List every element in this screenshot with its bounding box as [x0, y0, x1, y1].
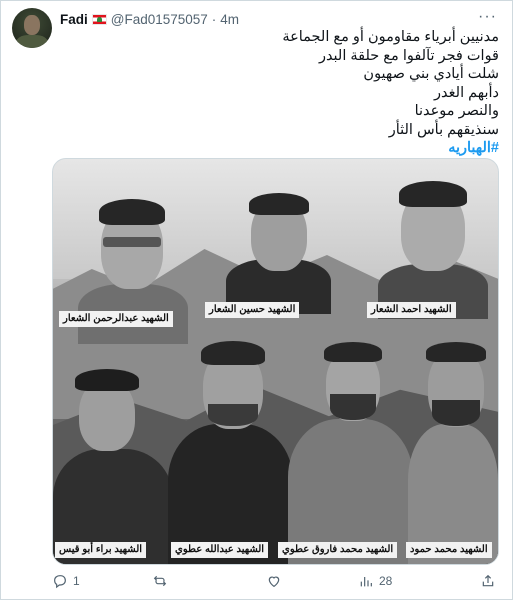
views-count: 28	[379, 574, 393, 588]
retweet-icon	[152, 573, 168, 589]
share-button[interactable]	[480, 570, 496, 592]
portrait-beard	[330, 394, 376, 420]
retweet-button[interactable]	[152, 570, 173, 592]
portrait-hair	[324, 342, 382, 362]
portrait-beard	[432, 400, 480, 426]
avatar-face-shape	[24, 15, 40, 35]
views-icon	[358, 573, 374, 589]
tweet-text	[59, 28, 499, 158]
caption-p7: الشهيد محمد حمود	[406, 542, 492, 558]
avatar-body-shape	[16, 35, 48, 48]
author-avatar[interactable]	[12, 8, 52, 48]
tweet-time[interactable]: 4m	[220, 11, 240, 27]
caption-p1: الشهيد عبدالرحمن الشعار	[59, 311, 173, 327]
portrait-hair	[201, 341, 265, 365]
portrait-hair	[426, 342, 486, 362]
separator: ·	[211, 11, 217, 27]
portrait-cap	[75, 369, 139, 391]
caption-p4: الشهيد براء أبو قيس	[55, 542, 146, 558]
more-options-icon[interactable]: ···	[478, 8, 497, 25]
tweet-line: سنذيقهم بأس الثأر	[388, 121, 499, 138]
tweet-line: شلت أيادي بني صهيون	[363, 66, 499, 82]
portrait-p5	[168, 329, 293, 564]
tweet-line: دأبهم الغدر	[434, 84, 499, 101]
portrait-p6	[288, 334, 413, 564]
caption-p3: الشهيد احمد الشعار	[367, 302, 456, 318]
portrait-p2	[221, 179, 336, 309]
share-icon	[480, 573, 496, 589]
reply-icon	[52, 573, 68, 589]
reply-button[interactable]	[52, 570, 80, 592]
hashtag-link[interactable]: #الهباريه	[448, 140, 499, 156]
tweet-header	[60, 10, 239, 28]
lebanon-flag-icon	[92, 14, 107, 25]
tweet-media-image[interactable]	[52, 158, 499, 565]
like-button[interactable]	[266, 570, 287, 592]
tweet-actions	[52, 570, 497, 592]
tweet-line: والنصر موعدنا	[414, 103, 499, 119]
portrait-p7	[408, 334, 498, 564]
portrait-glasses	[103, 237, 161, 247]
portrait-p4	[53, 359, 173, 564]
author-name[interactable]: Fadi	[60, 11, 88, 27]
caption-p6: الشهيد محمد فاروق عطوي	[278, 542, 397, 558]
portrait-p3	[373, 169, 493, 319]
portrait-hair	[399, 181, 467, 207]
portrait-hair	[99, 199, 165, 225]
tweet-line: مدنيين أبرياء مقاومون أو مع الجماعة	[282, 29, 499, 45]
views-button[interactable]	[358, 570, 392, 592]
reply-count: 1	[73, 574, 80, 588]
portrait-beard	[208, 404, 258, 426]
tweet-line: قوات فجر تآلفوا مع حلقة البدر	[318, 47, 499, 64]
like-icon	[266, 573, 282, 589]
author-handle[interactable]: @Fad01575057	[110, 11, 208, 27]
caption-p5: الشهيد عبدالله عطوي	[171, 542, 268, 558]
portrait-hair	[249, 193, 309, 215]
caption-p2: الشهيد حسين الشعار	[205, 302, 299, 318]
